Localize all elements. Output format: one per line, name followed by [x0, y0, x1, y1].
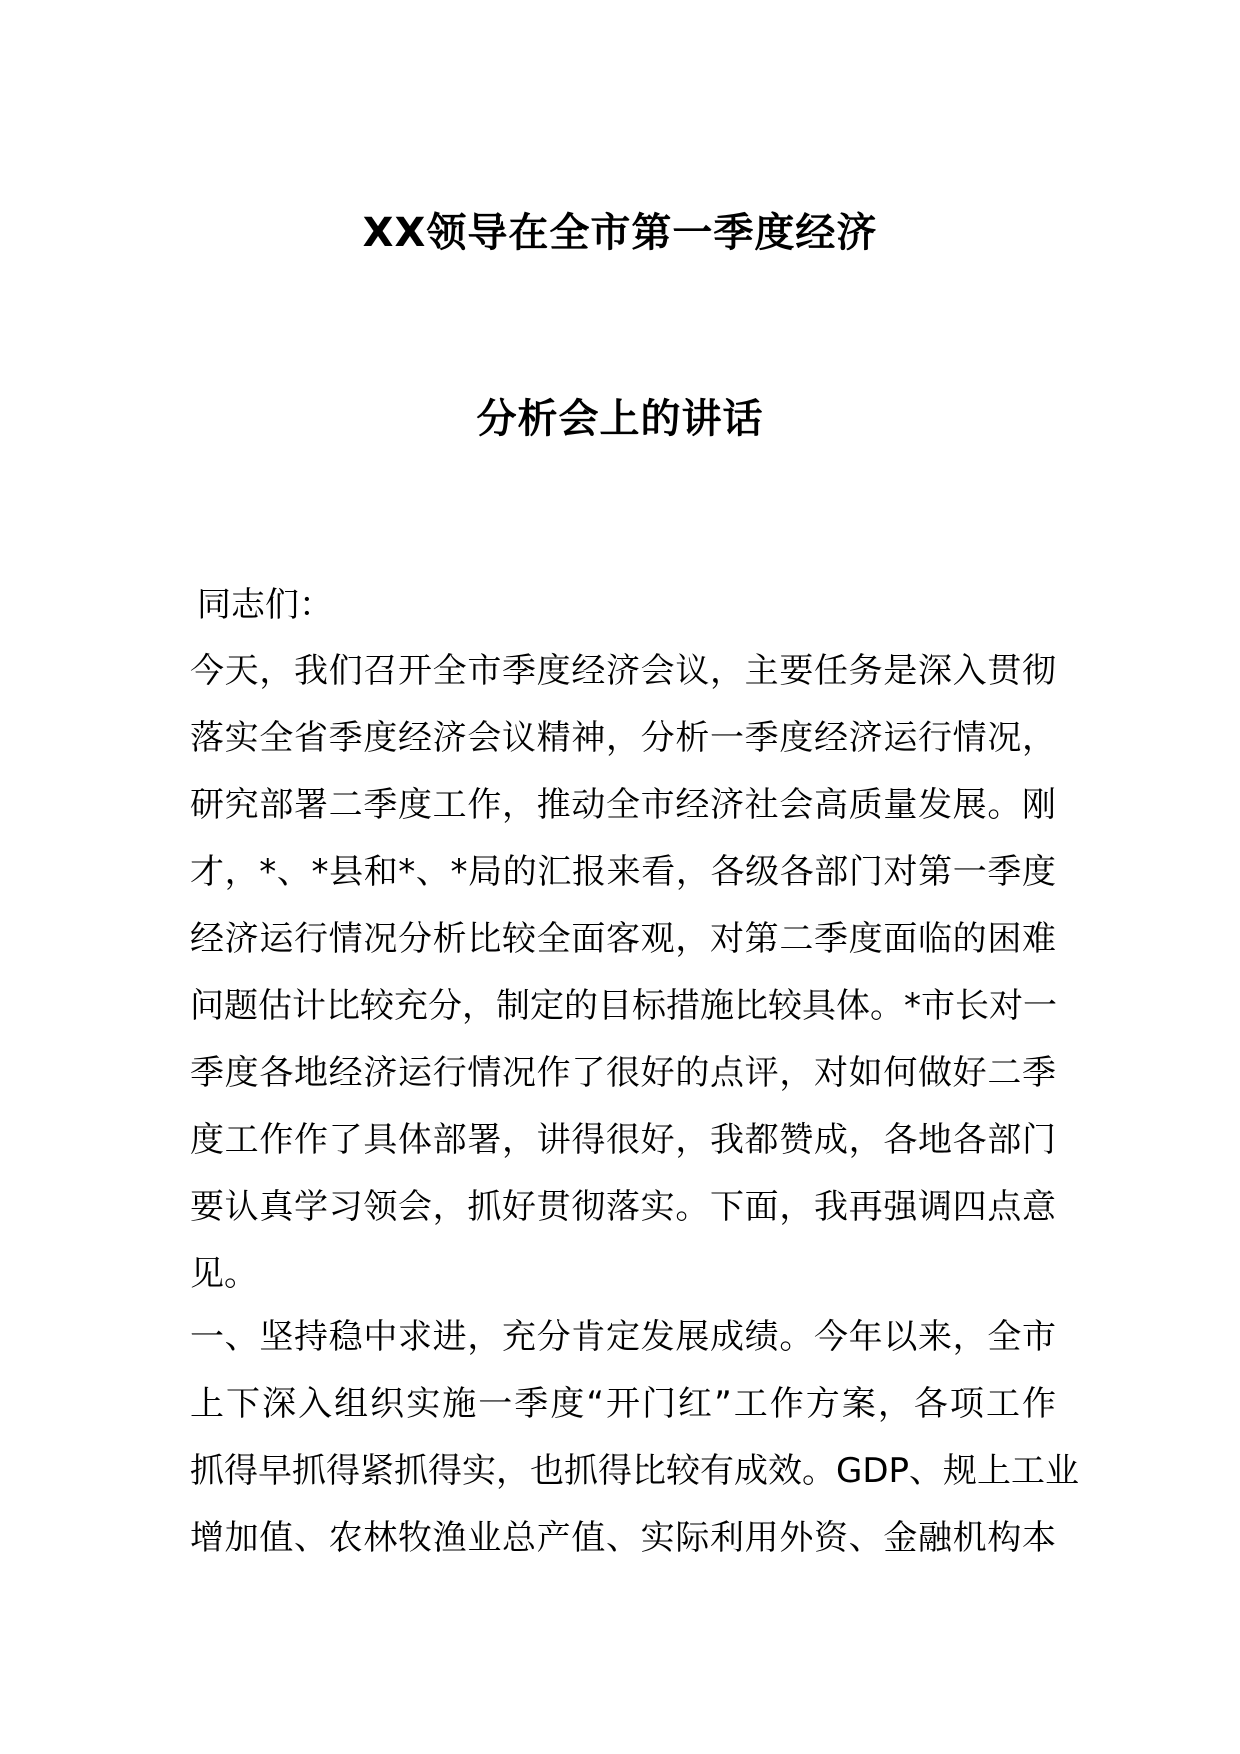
paragraph-line: 落实全省季度经济会议精神，分析一季度经济运行情况， [190, 718, 1056, 758]
paragraph-line: 才，*、*县和*、*局的汇报来看，各级各部门对第一季度 [190, 852, 1056, 892]
paragraph-line: 今天，我们召开全市季度经济会议，主要任务是深入贯彻 [190, 651, 1056, 691]
salutation: 同志们： [197, 585, 333, 625]
paragraph-line: 要认真学习领会，抓好贯彻落实。下面，我再强调四点意 [190, 1187, 1056, 1227]
paragraph-line: 研究部署二季度工作，推动全市经济社会高质量发展。刚 [190, 785, 1056, 825]
paragraph-line: 见。 [190, 1254, 258, 1294]
paragraph-line: 上下深入组织实施一季度“开门红”工作方案，各项工作 [190, 1384, 1056, 1424]
paragraph-2 [190, 1304, 1080, 1572]
paragraph-line: 一、坚持稳中求进，充分肯定发展成绩。今年以来，全市 [190, 1317, 1056, 1357]
document-title-line-2: 分析会上的讲话 [476, 396, 764, 442]
paragraph-line: 增加值、农林牧渔业总产值、实际利用外资、金融机构本 [190, 1518, 1056, 1558]
paragraph-line: 问题估计比较充分，制定的目标措施比较具体。*市长对一 [190, 986, 1057, 1026]
document-title-line-1: XX领导在全市第一季度经济 [362, 210, 878, 256]
paragraph-line: 抓得早抓得紧抓得实，也抓得比较有成效。GDP、规上工业 [190, 1451, 1080, 1491]
paragraph-1 [190, 638, 1056, 1308]
paragraph-line: 度工作作了具体部署，讲得很好，我都赞成，各地各部门 [190, 1120, 1056, 1160]
paragraph-line: 季度各地经济运行情况作了很好的点评，对如何做好二季 [190, 1053, 1056, 1093]
paragraph-line: 经济运行情况分析比较全面客观，对第二季度面临的困难 [190, 919, 1056, 959]
